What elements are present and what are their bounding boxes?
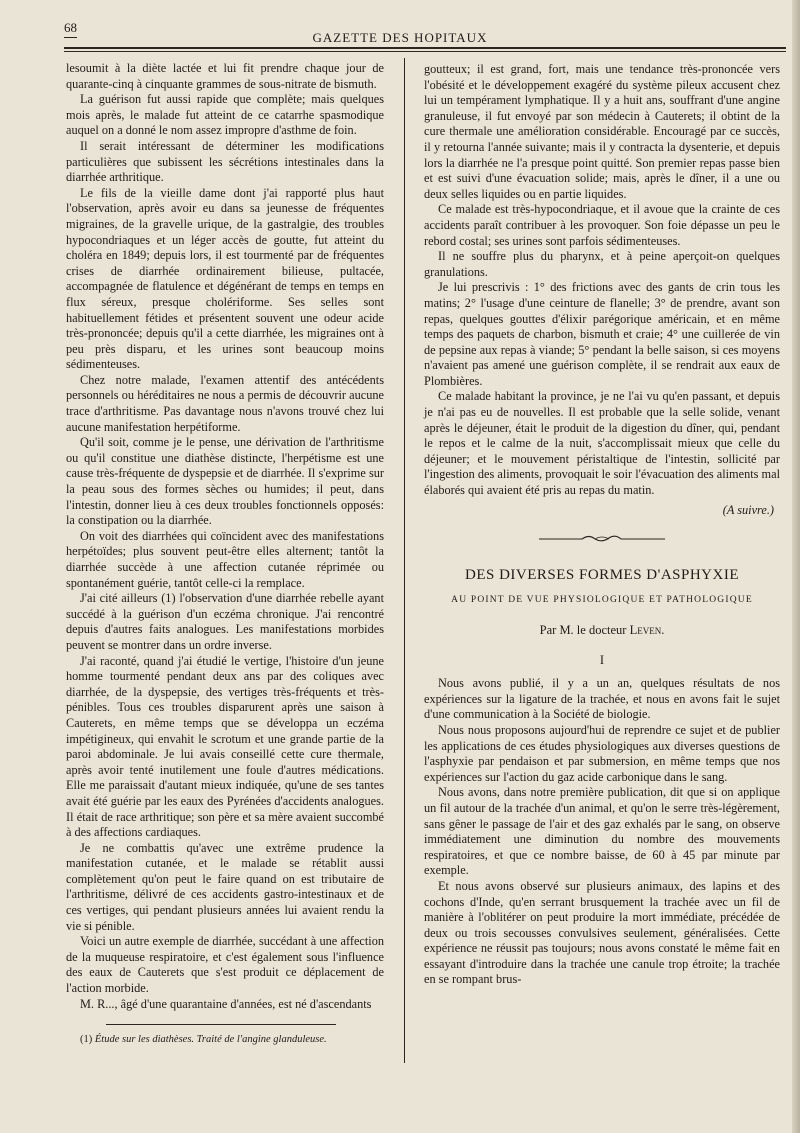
paragraph: J'ai cité ailleurs (1) l'observation d'une diarrhée rebelle ayant succédé à la guérison d'un eczéma chronique. J'ai rencontré depuis d'autres faits analogues. Les manifestations morbides peuvent se montrer dans un ordre inverse. [66,591,384,652]
header-rule-thin [64,51,786,52]
paragraph: goutteux; il est grand, fort, mais une tendance très-prononcée vers l'obésité et le développement exagéré du système pileux accusent chez lui un tempérament lymphatique. Il y a huit ans, souffrant d'une angine granuleuse, il fut envoyé par son médecin à Cauterets; il obtint de la cure thermale une amélioration considérable. Encouragé par ce succès, il y retourna l'année suivante; mais il y contracta la dysenterie, et depuis lors la diarrhée ne l'a presque point quitté. Son premier repas passe bien et est suivi d'une évacuation solide; mais, après le dîner, il a une ou deux selles liquides ou en partie liquides. [424,62,780,201]
section-title: DES DIVERSES FORMES D'ASPHYXIE [465,566,739,583]
paragraph: M. R..., âgé d'une quarantaine d'années, est né d'ascendants [80,996,372,1011]
author-prefix: Par M. le docteur [539,623,627,637]
paragraph: Je ne combattis qu'avec une extrême prudence la manifestation cutanée, et le malade se rétablit aussi complètement qu'on peut le faire quand on est tributaire de l'arthritisme, délivré de ces accidents gastro-intestinaux et de ces vertiges, qui pendant plusieurs années lui avaient rendu la vie si pénible. [66,840,384,933]
footnote-number: (1) [80,1034,93,1046]
paragraph: Ce malade habitant la province, je ne l'ai vu qu'en passant, et depuis je n'ai pas eu de nouvelles. Il est probable que la selle solide, venant après le déjeuner, était le produit de la digestion du dîner, qui, pendant le repos et le calme de la nuit, s'accomplissait mieux que celle du déjeuner; et le mouvement péristaltique de l'intestin, sollicité par l'ingestion des aliments, provoquait le soir l'évacuation des aliments mal élaborés qui avaient été pris au repas du matin. [424,389,780,498]
page-edge [792,0,800,1133]
paragraph: Nous avons, dans notre première publication, dit que si on applique un fil autour de la trachée d'un animal, et qu'on le serre très-légèrement, sans gêner le passage de l'air et des gaz exhalés par le sang, on observe immédiatement une diminution du nombre des mouvements respiratoires, et que ce nombre baisse, de 60 à 45 par minute par exemple. [424,785,780,878]
paragraph: Et nous avons observé sur plusieurs animaux, des lapins et des cochons d'Inde, qu'en serrant brusquement la trachée avec un fil de manière à l'oblitérer on peut produire la mort immédiate, précédée de deux ou trois secousses convulsives seulement, généralisées. Cette expérience ne réussit pas toujours; nous avons constaté le même fait en essayant d'introduire dans la trachée une canule trop étroite; la trachée en se rompant brus- [424,878,780,987]
left-column [66,61,384,1047]
section-author [424,623,780,639]
running-title: GAZETTE DES HOPITAUX [312,30,488,45]
footnote-text: Étude sur les diathèses. Traité de l'angine glanduleuse. [94,1034,327,1046]
paragraph: lesoumit à la diète lactée et lui fit prendre chaque jour de quarante-cinq à cinquante grammes de sous-nitrate de bismuth. [66,61,384,91]
paragraph: On voit des diarrhées qui coïncident avec des manifestations herpétoïdes; plus souvent peut-être elles alternent; tantôt la diarrhée succède à une affection cutanée réprimée ou spontanément guérie, tantôt celle-ci la remplace. [66,528,384,590]
paragraph: La guérison fut aussi rapide que complète; mais quelques mois après, le malade fut atteint de ce catarrhe spasmodique auquel on a donné le nom assez impropre d'asthme de foin. [66,92,384,138]
paragraph: J'ai raconté, quand j'ai étudié le vertige, l'histoire d'un jeune homme tourmenté pendant deux ans par des coliques avec diarrhée, de la dyspepsie, des vertiges très-fréquents et très-pénibles. Tous ces troubles disparurent après une saison à Cauterets, en même temps que se développa un eczéma impétigineux, qui envahit le scrotum et une grande partie de la paroi abdominale. Je lui avais conseillé cette cure thermale, après avoir tenté inutilement une foule d'autres médications. Elle me paraissait d'autant mieux indiquée, qu'une de ses tantes avait été guérie par les eaux des Pyrénées d'accidents analogues. Il était de race arthritique; son père et sa mère avaient succombé à des affections cardiaques. [66,653,384,840]
paragraph: Nous avons publié, il y a un an, quelques résultats de nos expériences sur la ligature de la trachée, et nous en avons fait le sujet d'une communication à la Société de biologie. [424,676,780,722]
column-divider [404,58,405,1063]
footnote-rule [106,1024,336,1025]
footnote [66,1033,384,1047]
paragraph: Il ne souffre plus du pharynx, et à peine aperçoit-on quelques granulations. [424,249,780,279]
paragraph: Nous nous proposons aujourd'hui de reprendre ce sujet et de publier les applications de ces études physiologiques aux diverses questions de l'asphyxie par pendaison et par submersion, en même temps que nos expériences sur l'action du gaz acide carbonique dans le sang. [424,722,780,784]
paragraph: Voici un autre exemple de diarrhée, succédant à une affection de la muqueuse respiratoire, et c'est également sous l'influence des eaux de Cauterets que s'est produit ce déplacement de l'action morbide. [66,934,384,996]
paragraph: Il serait intéressant de déterminer les modifications particulières que subissent les sécrétions intestinales dans la diarrhée arthritique. [66,138,384,185]
right-column [424,62,780,988]
ornament-divider [424,532,780,548]
paragraph: Qu'il soit, comme je le pense, une dérivation de l'arthritisme ou qu'il constitue une diathèse distincte, l'herpétisme est une cause très-fréquente de dyspepsie et de diarrhée. Il s'exprime sur la peau sous des formes sèches ou humides; il peut, dans l'intestin, donner lieu à ces deux troubles fonctionnels opposés: la constipation ou la diarrhée. [66,435,384,528]
to-be-continued: (A suivre.) [722,502,774,517]
page-number: 68 [64,20,77,38]
section-subtitle: AU POINT DE VUE PHYSIOLOGIQUE ET PATHOLOGIQUE [451,595,753,606]
author-name: Leven. [629,623,665,637]
paragraph: Je lui prescrivis : 1° des frictions avec des gants de crin tous les matins; 2° l'usage d'une ceinture de flanelle; 3° de prendre, avant son repas, quelques gouttes d'élixir parégorique américain, et en même temps des paquets de charbon, bismuth et craie; 4° une cuillerée de vin de pepsine aux repas à viande; 5° pendant la belle saison, si ces moyens n'avaient pas amené une guérison complète, il se rendrait aux eaux de Plombières. [424,280,780,388]
paragraph: Chez notre malade, l'examen attentif des antécédents personnels ou héréditaires ne nous a permis de découvrir aucune trace d'arthritisme. Pas davantage nous n'avons trouvé chez lui aucune manifestation herpétiforme. [66,372,384,434]
section-number: I [599,652,605,667]
paragraph: Le fils de la vieille dame dont j'ai rapporté plus haut l'observation, après avoir eu dans sa jeunesse de fréquentes migraines, de la gravelle urique, de la gastralgie, des troubles hypocondriaques et un léger accès de goutte, fut atteint du choléra en 1849; depuis lors, il est tourmenté par de fréquentes crises de diarrhée ordinairement bilieuse, pultacée, accompagnée de flatulence et dégénérant de temps en temps en flux séreux, presque cholériforme. Ses selles sont habituellement fétides et présentent souvent une odeur acide très-prononcée; depuis qu'il a cette diarrhée, les migraines ont à peu près disparu, et les urines sont beaucoup moins sédimenteuses. [66,185,384,372]
flourish-icon [537,533,667,543]
paragraph: Ce malade est très-hypocondriaque, et il avoue que la crainte de ces accidents paraît contribuer à les provoquer. Son foie dépasse un peu le rebord costal; ses urines sont parfois sédimenteuses. [424,202,780,248]
header-rule [64,47,786,49]
